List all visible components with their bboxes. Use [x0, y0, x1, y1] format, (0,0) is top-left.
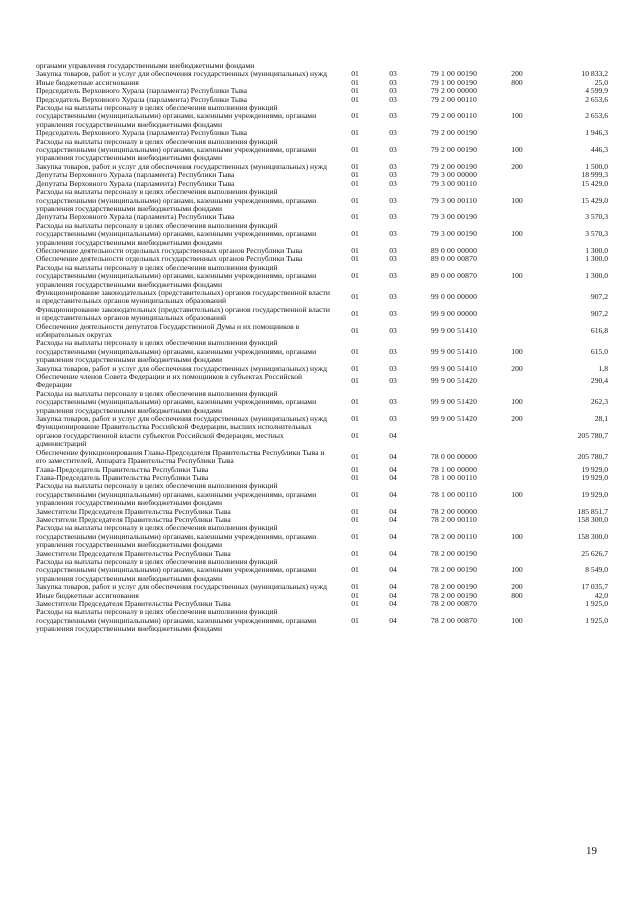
section-code: 01 — [351, 195, 359, 205]
expense-type-code — [498, 323, 536, 340]
row-description: Обеспечение функционирования Главы-Председателя Правительства Республики Тыва и его заместителей, Аппарата Правительства Республики Тыва — [36, 447, 325, 466]
table-row — [36, 390, 608, 415]
target-article-code: 89 0 00 00870 — [430, 271, 478, 281]
expense-type-code: 100 — [511, 229, 523, 239]
table-row — [36, 138, 608, 163]
subsection-code: 03 — [389, 86, 397, 96]
amount: 10 833,2 — [581, 69, 608, 79]
expense-type-code — [498, 423, 536, 448]
subsection-code: 03 — [389, 397, 397, 407]
row-description: Расходы на выплаты персоналу в целях обеспечения выполнения функций государственными (муниципальными) органами, казенными учреждениями, органами управления государственными внебюджетными фондами — [36, 338, 317, 365]
row-description: органами управления государственными внебюджетными фондами — [36, 61, 255, 70]
amount: 290,4 — [590, 376, 608, 386]
expense-type-code — [498, 466, 536, 474]
amount: 262,3 — [590, 397, 608, 407]
section-code: 01 — [351, 451, 359, 461]
expense-type-code — [498, 516, 536, 524]
expense-type-code — [498, 87, 536, 95]
amount: 1 500,0 — [585, 161, 608, 171]
table-row — [36, 222, 608, 247]
table-row — [36, 449, 608, 466]
target-article-code: 79 1 00 00190 — [430, 69, 478, 79]
subsection-code: 03 — [389, 376, 397, 386]
section-code: 01 — [351, 178, 359, 188]
expense-type-code — [498, 171, 536, 179]
section-code: 01 — [351, 414, 359, 424]
amount: 205 780,7 — [577, 451, 608, 461]
subsection-code: 03 — [389, 170, 397, 180]
section-code: 01 — [351, 346, 359, 356]
amount: 2 653,6 — [585, 94, 608, 104]
target-article-code: 99 9 00 51420 — [430, 397, 478, 407]
subsection-code: 04 — [389, 531, 397, 541]
table-row — [36, 373, 608, 390]
section-code: 01 — [351, 489, 359, 499]
amount: 25,0 — [594, 77, 608, 87]
subsection-code: 03 — [389, 363, 397, 373]
subsection-code: 03 — [389, 245, 397, 255]
target-article-code: 79 3 00 00110 — [431, 195, 477, 205]
row-description: Расходы на выплаты персоналу в целях обеспечения выполнения функций государственными (муниципальными) органами, казенными учреждениями, органами управления государственными внебюджетными фондами — [36, 262, 317, 289]
subsection-code: 03 — [389, 145, 397, 155]
row-description: Закупка товаров, работ и услуг для обеспечения государственных (муниципальных) нужд — [36, 582, 327, 592]
section-code: 01 — [351, 582, 359, 592]
section-code: 01 — [351, 170, 359, 180]
amount: 907,2 — [590, 292, 608, 302]
target-article-code: 99 0 00 00000 — [430, 292, 478, 302]
subsection-code: 04 — [389, 430, 397, 440]
target-article-code: 78 2 00 00870 — [430, 599, 478, 608]
expense-type-code: 100 — [511, 489, 523, 499]
table-row — [36, 482, 608, 507]
row-description: Закупка товаров, работ и услуг для обеспечения государственных (муниципальных) нужд — [36, 69, 327, 79]
target-article-code: 78 0 00 00000 — [430, 451, 478, 461]
table-row — [36, 323, 608, 340]
target-article-code — [410, 423, 498, 448]
section-code: 01 — [351, 325, 359, 335]
subsection-code: 04 — [389, 565, 397, 575]
subsection-code: 04 — [389, 514, 397, 524]
budget-table — [36, 62, 608, 634]
expense-type-code: 200 — [511, 582, 523, 592]
target-article-code: 78 2 00 00110 — [431, 531, 477, 541]
table-row — [36, 608, 608, 633]
amount: 1 925,0 — [585, 615, 608, 625]
target-article-code: 79 2 00 00000 — [430, 86, 478, 96]
row-description: Депутаты Верховного Хурала (парламента) Республики Тыва — [36, 170, 235, 180]
amount: 1 300,0 — [585, 254, 608, 264]
section-code: 01 — [351, 565, 359, 575]
table-row — [36, 264, 608, 289]
target-article-code: 99 9 00 51410 — [430, 325, 478, 335]
expense-type-code: 100 — [511, 397, 523, 407]
amount: 185 851,7 — [577, 506, 608, 516]
subsection-code: 03 — [389, 212, 397, 222]
row-description: Функционирование законодательных (представительных) органов государственной власти и представительных органов муниципальных образований — [36, 287, 330, 306]
amount: 15 429,0 — [581, 195, 608, 205]
target-article-code: 79 2 00 00190 — [430, 128, 478, 138]
section-code: 01 — [351, 464, 359, 474]
subsection-code: 03 — [389, 271, 397, 281]
target-article-code: 78 2 00 00110 — [431, 514, 477, 524]
section-code: 01 — [351, 229, 359, 239]
row-description: Расходы на выплаты персоналу в целях обеспечения выполнения функций государственными (муниципальными) органами, казенными учреждениями, органами управления государственными внебюджетными фондами — [36, 556, 317, 583]
expense-type-code: 200 — [511, 69, 523, 79]
target-article-code: 78 1 00 00110 — [431, 472, 477, 482]
row-description: Обеспечение деятельности отдельных государственных органов Республики Тыва — [36, 245, 303, 255]
subsection-code: 03 — [389, 77, 397, 87]
expense-type-code — [498, 289, 536, 306]
section-code: 01 — [351, 308, 359, 318]
expense-type-code — [498, 474, 536, 482]
expense-type-code — [498, 550, 536, 558]
expense-type-code — [498, 600, 536, 608]
expense-type-code: 100 — [511, 145, 523, 155]
row-description: Заместители Председателя Правительства Республики Тыва — [36, 548, 231, 558]
amount: 158 300,0 — [577, 514, 608, 524]
section-code: 01 — [351, 590, 359, 600]
section-code: 01 — [351, 128, 359, 138]
target-article-code: 79 3 00 00110 — [431, 178, 477, 188]
section-code: 01 — [351, 254, 359, 264]
section-code: 01 — [351, 376, 359, 386]
subsection-code: 03 — [389, 229, 397, 239]
expense-type-code: 100 — [511, 531, 523, 541]
target-article-code: 78 1 00 00000 — [430, 464, 478, 474]
table-row — [36, 423, 608, 448]
subsection-code: 03 — [389, 325, 397, 335]
section-code: 01 — [351, 531, 359, 541]
row-description: Глава-Председатель Правительства Республики Тыва — [36, 464, 209, 474]
section-code: 01 — [351, 145, 359, 155]
row-description: Расходы на выплаты персоналу в целях обеспечения выполнения функций государственными (муниципальными) органами, казенными учреждениями, органами управления государственными внебюджетными фондами — [36, 103, 317, 129]
subsection-code: 03 — [389, 161, 397, 171]
expense-type-code — [498, 255, 536, 263]
row-description: Расходы на выплаты персоналу в целях обеспечения выполнения функций государственными (муниципальными) органами, казенными учреждениями, органами управления государственными внебюджетными фондами — [36, 136, 317, 163]
section-code: 01 — [351, 292, 359, 302]
row-description: Расходы на выплаты персоналу в целях обеспечения выполнения функций государственными (муниципальными) органами, казенными учреждениями, органами управления государственными внебюджетными фондами — [36, 187, 317, 213]
subsection-code: 04 — [389, 599, 397, 608]
amount: 907,2 — [590, 308, 608, 318]
section-code: 01 — [351, 430, 359, 440]
row-description: Иные бюджетные ассигнования — [36, 77, 139, 87]
row-description: Закупка товаров, работ и услуг для обеспечения государственных (муниципальных) нужд — [36, 161, 327, 171]
section-code: 01 — [351, 86, 359, 96]
expense-type-code — [498, 129, 536, 137]
budget-table-body — [36, 62, 608, 634]
amount: 1 925,0 — [585, 599, 608, 608]
target-article-code: 79 1 00 00190 — [430, 77, 478, 87]
subsection-code: 03 — [389, 178, 397, 188]
expense-type-code: 100 — [511, 271, 523, 281]
expense-type-code: 200 — [511, 161, 523, 171]
section-code: 01 — [351, 271, 359, 281]
target-article-code: 89 0 00 00870 — [430, 254, 478, 264]
section-code: 01 — [351, 363, 359, 373]
subsection-code: 04 — [389, 590, 397, 600]
expense-type-code: 100 — [511, 111, 523, 121]
row-description: Глава-Председатель Правительства Республики Тыва — [36, 472, 209, 482]
table-row — [36, 289, 608, 306]
target-article-code: 78 2 00 00870 — [430, 615, 478, 625]
row-description: Расходы на выплаты персоналу в целях обеспечения выполнения функций государственными (муниципальными) органами, казенными учреждениями, органами управления государственными внебюджетными фондами — [36, 481, 317, 508]
subsection-code: 04 — [389, 615, 397, 625]
expense-type-code — [498, 306, 536, 323]
amount: 15 429,0 — [581, 178, 608, 188]
subsection-code: 03 — [389, 254, 397, 264]
amount: 1 300,0 — [585, 245, 608, 255]
subsection-code: 03 — [389, 195, 397, 205]
section-code: 01 — [351, 161, 359, 171]
section-code: 01 — [351, 472, 359, 482]
expense-type-code: 100 — [511, 615, 523, 625]
amount: 19 929,0 — [581, 489, 608, 499]
subsection-code: 04 — [389, 548, 397, 558]
target-article-code: 78 2 00 00190 — [430, 565, 478, 575]
row-description: Председатель Верховного Хурала (парламента) Республики Тыва — [36, 94, 248, 104]
row-description: Функционирование законодательных (представительных) органов государственной власти и представительных органов муниципальных образований — [36, 304, 330, 323]
subsection-code: 03 — [389, 346, 397, 356]
row-description: Обеспечение членов Совета Федерации и их помощников в субъектах Российской Федерации — [36, 372, 303, 390]
row-description: Заместители Председателя Правительства Республики Тыва — [36, 506, 231, 516]
subsection-code: 03 — [389, 69, 397, 79]
subsection-code: 03 — [389, 292, 397, 302]
row-description: Заместители Председателя Правительства Республики Тыва — [36, 599, 231, 608]
amount: 19 929,0 — [581, 472, 608, 482]
row-description: Заместители Председателя Правительства Республики Тыва — [36, 514, 231, 524]
section-code: 01 — [351, 69, 359, 79]
amount: 158 300,0 — [577, 531, 608, 541]
expense-type-code: 200 — [511, 363, 523, 373]
section-code: 01 — [351, 514, 359, 524]
target-article-code: 79 2 00 00190 — [430, 161, 478, 171]
section-code: 01 — [351, 506, 359, 516]
row-description: Председатель Верховного Хурала (парламента) Республики Тыва — [36, 86, 248, 96]
subsection-code: 03 — [389, 414, 397, 424]
row-description: Председатель Верховного Хурала (парламента) Республики Тыва — [36, 128, 248, 138]
row-description: Расходы на выплаты персоналу в целях обеспечения выполнения функций государственными (муниципальными) органами, казенными учреждениями, органами управления государственными внебюджетными фондами — [36, 607, 317, 634]
amount: 1 946,3 — [585, 128, 608, 138]
amount: 1,8 — [598, 363, 608, 373]
expense-type-code: 100 — [511, 346, 523, 356]
table-row — [36, 306, 608, 323]
row-description: Закупка товаров, работ и услуг для обеспечения государственных (муниципальных) нужд — [36, 363, 327, 373]
target-article-code: 78 1 00 00110 — [431, 489, 477, 499]
amount: 25 626,7 — [581, 548, 608, 558]
target-article-code: 79 3 00 00190 — [430, 212, 478, 222]
amount: 4 599,9 — [585, 86, 608, 96]
expense-type-code — [498, 96, 536, 104]
row-description: Расходы на выплаты персоналу в целях обеспечения выполнения функций государственными (муниципальными) органами, казенными учреждениями, органами управления государственными внебюджетными фондами — [36, 220, 317, 247]
row-description: Депутаты Верховного Хурала (парламента) Республики Тыва — [36, 212, 235, 222]
expense-type-code: 200 — [511, 414, 523, 424]
budget-sheet — [36, 62, 608, 634]
table-row — [36, 339, 608, 364]
target-article-code: 79 2 00 00110 — [431, 111, 477, 121]
subsection-code: 03 — [389, 308, 397, 318]
section-code: 01 — [351, 599, 359, 608]
target-article-code: 99 9 00 51410 — [430, 363, 478, 373]
subsection-code: 03 — [389, 94, 397, 104]
subsection-code: 04 — [389, 489, 397, 499]
expense-type-code: 800 — [511, 590, 523, 600]
amount: 616,8 — [590, 325, 608, 335]
subsection-code: 04 — [389, 506, 397, 516]
row-description: Обеспечение деятельности отдельных государственных органов Республики Тыва — [36, 254, 303, 264]
amount: 18 999,3 — [581, 170, 608, 180]
subsection-code: 04 — [389, 582, 397, 592]
expense-type-code: 800 — [511, 77, 523, 87]
subsection-code: 03 — [389, 111, 397, 121]
row-description: Расходы на выплаты персоналу в целях обеспечения выполнения функций государственными (муниципальными) органами, казенными учреждениями, органами управления государственными внебюджетными фондами — [36, 523, 317, 550]
row-description: Закупка товаров, работ и услуг для обеспечения государственных (муниципальных) нужд — [36, 414, 327, 424]
amount: 2 653,6 — [585, 111, 608, 121]
subsection-code: 03 — [389, 128, 397, 138]
subsection-code: 04 — [389, 464, 397, 474]
table-row — [36, 558, 608, 583]
amount: 3 570,3 — [585, 212, 608, 222]
expense-type-code: 100 — [511, 565, 523, 575]
target-article-code: 78 2 00 00000 — [430, 506, 478, 516]
expense-type-code — [498, 449, 536, 466]
target-article-code: 79 2 00 00110 — [431, 94, 477, 104]
row-description: Обеспечение деятельности депутатов Государственной Думы и их помощников в избирательных округах — [36, 321, 300, 339]
table-row — [36, 524, 608, 549]
expense-type-code — [498, 373, 536, 390]
section-code: 01 — [351, 548, 359, 558]
amount: 17 035,7 — [581, 582, 608, 592]
amount: 1 300,0 — [585, 271, 608, 281]
expense-type-code — [498, 508, 536, 516]
row-description: Депутаты Верховного Хурала (парламента) Республики Тыва — [36, 178, 235, 188]
amount: 42,0 — [594, 590, 608, 600]
section-code: 01 — [351, 111, 359, 121]
row-description: Функционирование Правительства Российской Федерации, высших исполнительных органов государственной власти субъектов Российской Федерации, местных администраций — [36, 422, 312, 449]
expense-type-code — [498, 180, 536, 188]
section-code: 01 — [351, 212, 359, 222]
target-article-code: 99 9 00 51420 — [430, 414, 478, 424]
row-description: Расходы на выплаты персоналу в целях обеспечения выполнения функций государственными (муниципальными) органами, казенными учреждениями, органами управления государственными внебюджетными фондами — [36, 388, 317, 415]
amount: 19 929,0 — [581, 464, 608, 474]
amount: 8 549,0 — [585, 565, 608, 575]
subsection-code: 04 — [389, 472, 397, 482]
amount: 28,1 — [594, 414, 608, 424]
target-article-code: 78 2 00 00190 — [430, 582, 478, 592]
expense-type-code — [498, 247, 536, 255]
section-code: 01 — [351, 245, 359, 255]
subsection-code: 04 — [389, 451, 397, 461]
target-article-code: 78 2 00 00190 — [430, 590, 478, 600]
expense-type-code: 100 — [511, 195, 523, 205]
target-article-code: 79 3 00 00000 — [430, 170, 478, 180]
section-code: 01 — [351, 77, 359, 87]
amount: 205 780,7 — [577, 430, 608, 440]
section-code: 01 — [351, 615, 359, 625]
target-article-code: 89 0 00 00000 — [430, 245, 478, 255]
table-row — [36, 188, 608, 213]
table-row — [36, 104, 608, 129]
target-article-code: 99 9 00 51410 — [430, 346, 478, 356]
target-article-code: 79 3 00 00190 — [430, 229, 478, 239]
target-article-code: 99 9 00 51420 — [430, 376, 478, 386]
section-code: 01 — [351, 94, 359, 104]
target-article-code: 99 9 00 00000 — [430, 308, 478, 318]
page-number: 19 — [586, 845, 597, 857]
amount: 615,0 — [590, 346, 608, 356]
target-article-code: 78 2 00 00190 — [430, 548, 478, 558]
amount: 446,3 — [590, 145, 608, 155]
row-description: Иные бюджетные ассигнования — [36, 590, 139, 600]
amount: 3 570,3 — [585, 229, 608, 239]
expense-type-code — [498, 213, 536, 221]
target-article-code: 79 2 00 00190 — [430, 145, 478, 155]
section-code: 01 — [351, 397, 359, 407]
